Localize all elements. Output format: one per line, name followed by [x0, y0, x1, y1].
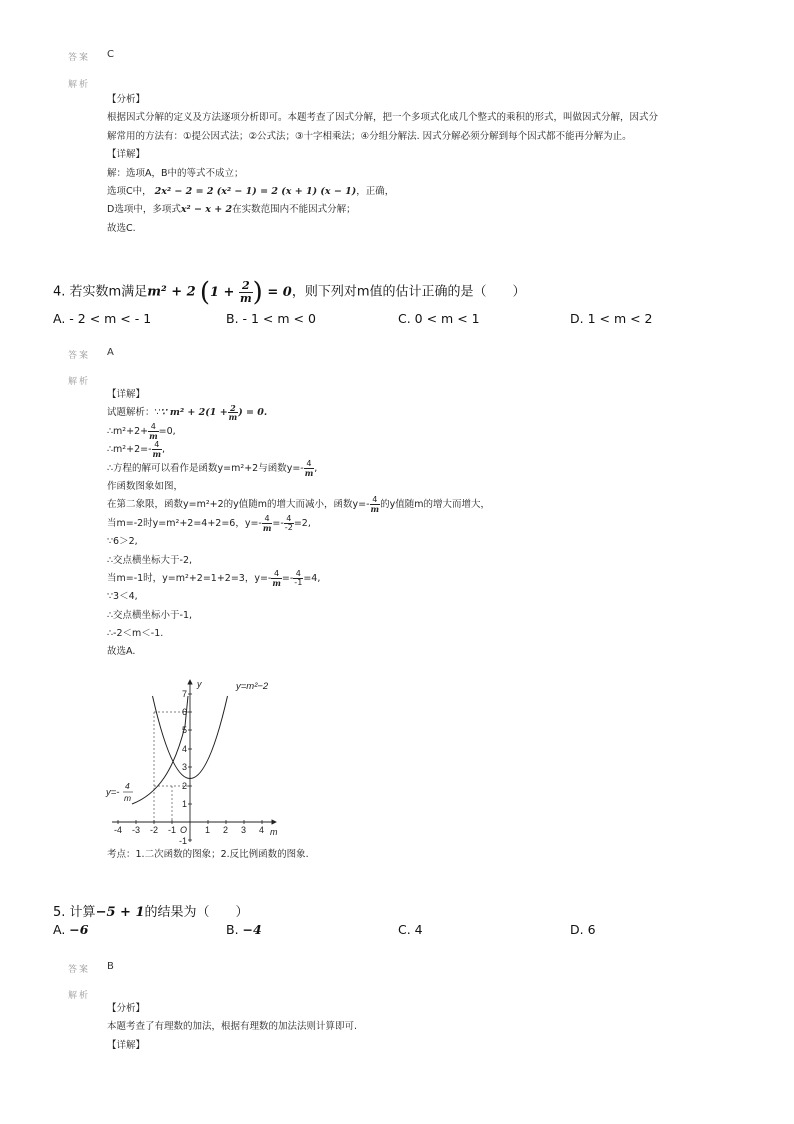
- answer-value: B: [107, 961, 114, 972]
- q3-solution: [107, 91, 658, 238]
- option-c: C. 4: [398, 922, 423, 937]
- x-tick-label: 2: [223, 825, 229, 835]
- y-tick-label: 5: [182, 725, 188, 735]
- y-tick-label: 1: [182, 799, 188, 809]
- y-axis-label: y: [197, 679, 202, 689]
- q4-solution: 【详解】 试题解析：∵∵ m² + 2(1 + $\frac{2}{m}$ ) = 0. ∴m²+2+ $\frac{4}{m}$ =0, ∴m²+2=- $\frac{4}{m}$ , ∴方程的解可以看作是函数y=m²+2与函数y=- $\frac{4}{m}$ , 作函数图象如图， 在第二象限，函数y=m²+2的y值随m的增大而减小，函数y=- $\frac{4}{m}$ 的y值随m的增大而增大， 当m=-2时y=m²+2=4+2=6，y=- $\frac{4}{m}$ =- $\frac{4}{-2}$ =2, ∵6＞2, ∴交点横坐标大于-2, 当m=-1时，y=m²+2=1+2=3，y=- $\frac{4}{m}$ =- $\frac{4}{-1}$ =4, ∵3＜4, ∴交点横坐标小于-1, ∴-2＜m＜-1. 故选A.: [107, 386, 490, 662]
- x-tick-label: 4: [259, 825, 265, 835]
- option-a: A. −6: [53, 922, 89, 937]
- analysis-text: 根据因式分解的定义及方法逐项分析即可。本题考查了因式分解，把一个多项式化成几个整式的乘积的形式，叫做因式分解，因式分: [107, 112, 659, 124]
- y-tick-label: 7: [182, 689, 188, 699]
- y-tick-label: 6: [182, 707, 188, 717]
- solution-line: D选项中，多项式x² − x + 2在实数范围内不能因式分解；: [107, 204, 356, 216]
- option-b: B. - 1 < m < 0: [226, 311, 316, 326]
- option-b: B. −4: [226, 922, 262, 937]
- q5-solution: [107, 1000, 357, 1055]
- analysis-label: 解析: [68, 377, 91, 387]
- option-a: A. - 2 < m < - 1: [53, 311, 152, 326]
- y-tick-label: -1: [179, 836, 188, 846]
- solution-line: 故选C.: [107, 222, 136, 234]
- answer-label: 答案: [68, 351, 91, 361]
- x-tick-label: -1: [168, 825, 177, 835]
- answer-value: A: [107, 347, 114, 358]
- x-tick-label: -4: [114, 825, 123, 835]
- analysis-tag: 【分析】: [107, 1003, 146, 1014]
- option-d: D. 1 < m < 2: [570, 311, 653, 326]
- analysis-text: 本题考查了有理数的加法，根据有理数的加法法则计算即可.: [107, 1021, 358, 1033]
- answer-label: 答案: [68, 965, 91, 975]
- analysis-text: 解常用的方法有：①提公因式法；②公式法；③十字相乘法；④分组分解法. 因式分解必须分解到每个因式都不能再分解为止。: [107, 130, 632, 142]
- x-axis-label: m: [270, 827, 278, 837]
- origin-label: O: [180, 825, 188, 835]
- question-4-stem: 4. 若实数m满足m² + 2 (1 + $\frac{2}{m}$ ) = 0，则下列对m值的估计正确的是（ ）: [53, 277, 526, 307]
- hyperbola-label-denominator: m: [124, 793, 132, 803]
- question-5-stem: 5. 计算−5 + 1的结果为（ ）: [53, 905, 249, 920]
- analysis-tag: 【分析】: [107, 94, 146, 105]
- x-tick-label: 3: [241, 825, 247, 835]
- solution-line: 解：选项A，B中的等式不成立；: [107, 167, 244, 179]
- answer-label: 答案: [68, 53, 91, 63]
- x-tick-label: -3: [132, 825, 141, 835]
- answer-value: C: [107, 49, 114, 60]
- detail-tag: 【详解】: [107, 1039, 146, 1051]
- detail-tag: 【详解】: [107, 149, 146, 161]
- x-tick-label: 1: [205, 825, 211, 835]
- solution-line: 选项C中， 2x² − 2 = 2 (x² − 1) = 2 (x + 1) (x − 1)，正确，: [107, 185, 395, 197]
- hyperbola-label: y=-: [106, 787, 120, 798]
- function-graph: [104, 676, 284, 848]
- parabola-label: y=m²−2: [236, 681, 269, 692]
- detail-tag: 【详解】: [107, 389, 146, 400]
- y-tick-label: 2: [182, 781, 188, 791]
- kaodian-text: 考点：1.二次函数的图象；2.反比例函数的图象.: [107, 849, 309, 860]
- y-tick-label: 3: [182, 762, 188, 772]
- analysis-label: 解析: [68, 991, 91, 1001]
- y-tick-label: 4: [182, 744, 188, 754]
- x-tick-label: -2: [150, 825, 159, 835]
- option-c: C. 0 < m < 1: [398, 311, 480, 326]
- option-d: D. 6: [570, 922, 596, 937]
- hyperbola-label-numerator: 4: [125, 781, 130, 791]
- analysis-label: 解析: [68, 80, 91, 90]
